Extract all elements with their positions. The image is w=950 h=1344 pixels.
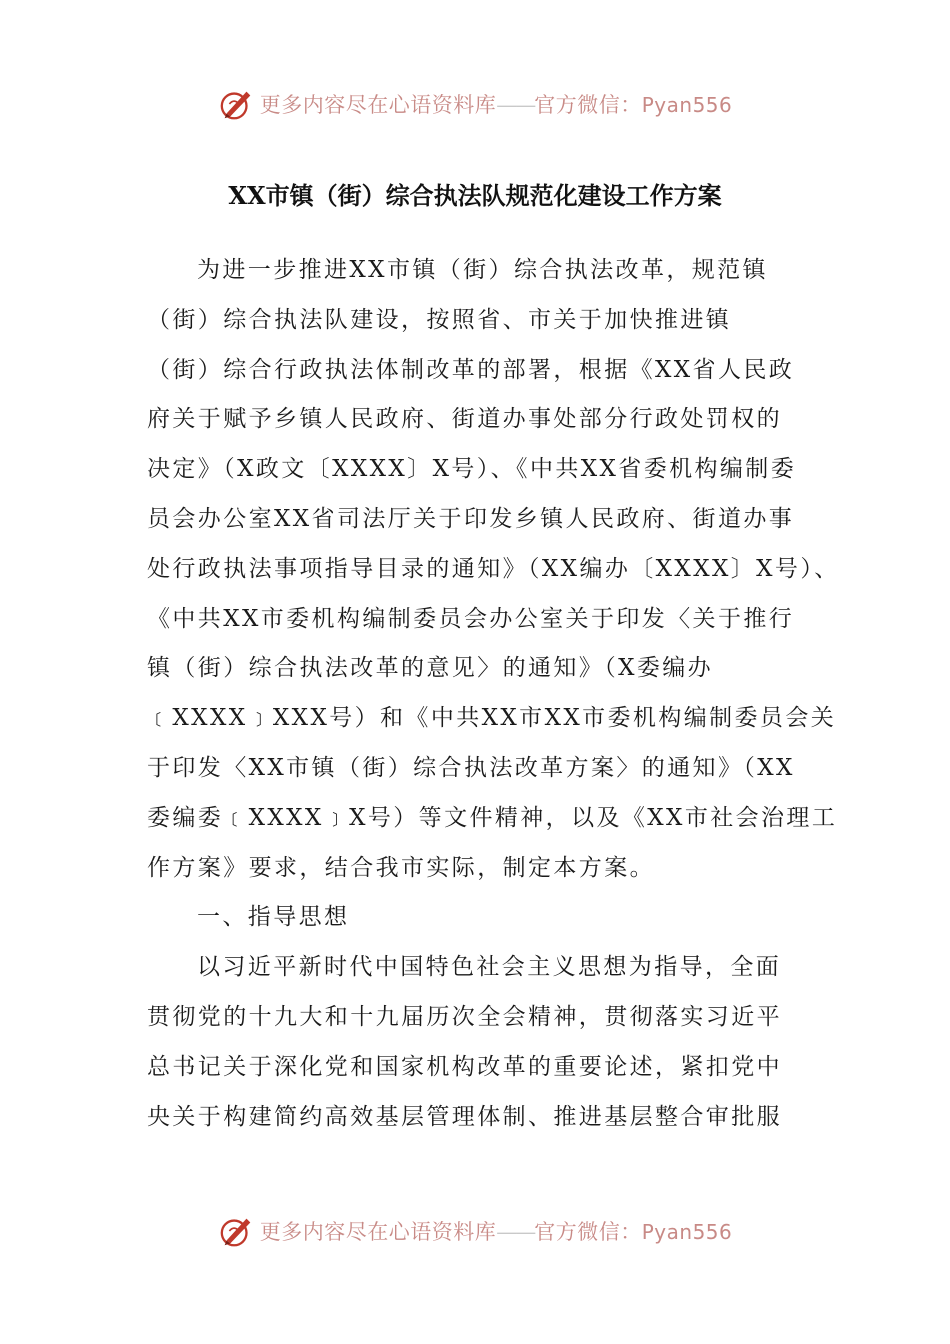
body-line: 府关于赋予乡镇人民政府、街道办事处部分行政处罚权的 (147, 406, 782, 433)
body-line: 镇（街）综合执法改革的意见〉的通知》（X委编办 (147, 655, 714, 682)
watermark-footer (0, 1211, 950, 1251)
watermark-text: 更多内容尽在心语资料库——官方微信：Pyan556 (259, 1220, 733, 1244)
body-line: 于印发〈XX市镇（街）综合执法改革方案〉的通知》（XX (147, 754, 795, 781)
body-line: 处行政执法事项指导目录的通知》（XX编办〔XXXX〕X号）、 (147, 555, 840, 582)
body-line: （街）综合执法队建设，按照省、市关于加快推进镇 (147, 306, 732, 333)
pen-logo-icon (218, 85, 256, 123)
body-line: （街）综合行政执法体制改革的部署，根据《XX省人民政 (147, 356, 795, 383)
pen-logo-icon (218, 1212, 256, 1250)
body-line: 员会办公室XX省司法厅关于印发乡镇人民政府、街道办事 (147, 505, 795, 532)
body-line: 作方案》要求，结合我市实际，制定本方案。 (147, 854, 655, 881)
body-line: 央关于构建简约高效基层管理体制、推进基层整合审批服 (147, 1103, 782, 1130)
body-line: 决定》（X政文〔XXXX〕X号）、《中共XX省委机构编制委 (147, 456, 797, 483)
body-line: 《中共XX市委机构编制委员会办公室关于印发〈关于推行 (147, 605, 795, 632)
watermark-text: 更多内容尽在心语资料库——官方微信：Pyan556 (259, 93, 733, 117)
body-line: 贯彻党的十九大和十九届历次全会精神，贯彻落实习近平 (147, 1003, 782, 1030)
section-heading: 一、指导思想 (197, 904, 350, 931)
body-line: ﹝XXXX﹞XXX号）和《中共XX市XX市委机构编制委员会关 (147, 705, 837, 732)
document-body (147, 246, 840, 1142)
body-line: 委编委﹝XXXX﹞X号）等文件精神，以及《XX市社会治理工 (147, 804, 838, 831)
document-title: XX市镇（街）综合执法队规范化建设工作方案 (228, 181, 722, 210)
watermark-header (0, 84, 950, 124)
body-line: 以习近平新时代中国特色社会主义思想为指导，全面 (197, 954, 782, 981)
body-line: 总书记关于深化党和国家机构改革的重要论述，紧扣党中 (147, 1053, 782, 1080)
body-line: 为进一步推进XX市镇（街）综合执法改革，规范镇 (197, 257, 768, 283)
